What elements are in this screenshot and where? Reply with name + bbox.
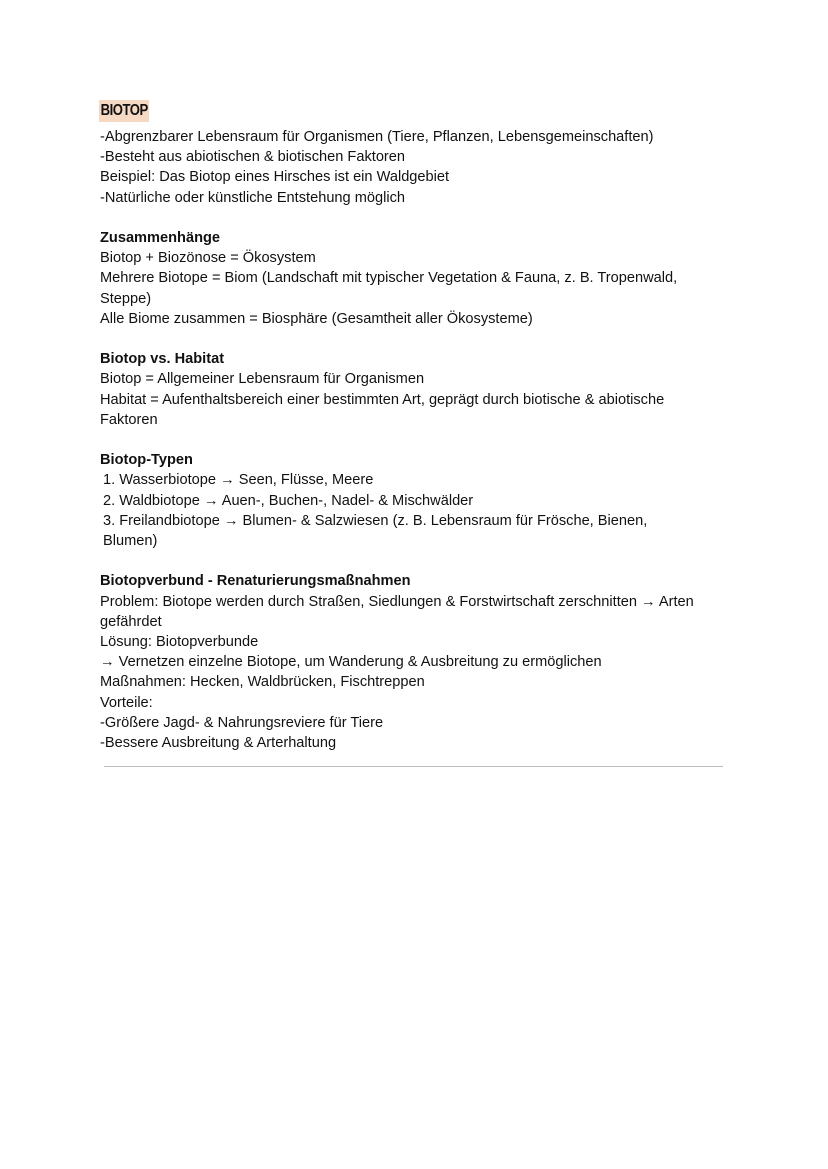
zusammenhaenge-line: Alle Biome zusammen = Biosphäre (Gesamtheit aller Ökosysteme) — [100, 310, 533, 327]
biotopverbund-line: -Bessere Ausbreitung & Arterhaltung — [100, 735, 337, 752]
horizontal-divider — [104, 766, 723, 767]
section-heading-biotopverbund: Biotopverbund - Renaturierungsmaßnahmen — [100, 573, 411, 590]
zusammenhaenge-section — [100, 228, 730, 329]
biotopverbund-line: Maßnahmen: Hecken, Waldbrücken, Fischtreppen — [100, 674, 425, 691]
biotopverbund-section — [100, 571, 730, 753]
biotopverbund-line: → Vernetzen einzelne Biotope, um Wanderung & Ausbreitung zu ermöglichen — [100, 654, 602, 671]
biotop-vs-habitat-line: Biotop = Allgemeiner Lebensraum für Organismen — [100, 371, 425, 388]
biotopverbund-line: Lösung: Biotopverbunde — [100, 634, 259, 651]
section-heading-biotop-vs-habitat: Biotop vs. Habitat — [100, 351, 225, 368]
intro-line: -Besteht aus abiotischen & biotischen Faktoren — [100, 149, 406, 166]
zusammenhaenge-line: Biotop + Biozönose = Ökosystem — [100, 250, 316, 267]
spacer — [100, 430, 730, 450]
title-row — [100, 100, 730, 122]
zusammenhaenge-line: Mehrere Biotope = Biom (Landschaft mit typischer Vegetation & Fauna, z. B. Tropenwald, Steppe) — [100, 270, 678, 307]
biotop-vs-habitat-section — [100, 349, 730, 430]
biotopverbund-line: -Größere Jagd- & Nahrungsreviere für Tiere — [100, 714, 384, 731]
biotop-typen-section — [100, 450, 730, 551]
spacer — [100, 329, 730, 349]
list-item: 1. Wasserbiotope → Seen, Flüsse, Meere — [103, 472, 374, 489]
intro-line: -Abgrenzbarer Lebensraum für Organismen (Tiere, Pflanzen, Lebensgemeinschaften) — [100, 129, 654, 145]
document-title: BIOTOP — [99, 100, 149, 122]
section-heading-zusammenhaenge: Zusammenhänge — [100, 230, 221, 246]
list-item: 2. Waldbiotope → Auen-, Buchen-, Nadel- & Mischwälder — [103, 492, 474, 509]
list-item: 3. Freilandbiotope → Blumen- & Salzwiesen (z. B. Lebensraum für Frösche, Bienen, Blumen) — [103, 512, 648, 550]
biotopverbund-line: Vorteile: — [100, 694, 153, 711]
biotop-vs-habitat-line: Habitat = Aufenthaltsbereich einer bestimmten Art, geprägt durch biotische & abiotische Faktoren — [100, 391, 665, 428]
intro-section — [100, 127, 730, 208]
biotopverbund-line: Problem: Biotope werden durch Straßen, Siedlungen & Forstwirtschaft zerschnitten → Arten gefährdet — [100, 593, 694, 630]
spacer — [100, 551, 730, 571]
spacer — [100, 208, 730, 228]
document-content — [100, 100, 730, 753]
section-heading-biotop-typen: Biotop-Typen — [100, 452, 193, 469]
intro-line: -Natürliche oder künstliche Entstehung möglich — [100, 189, 406, 206]
intro-line: Beispiel: Das Biotop eines Hirsches ist ein Waldgebiet — [100, 169, 450, 186]
